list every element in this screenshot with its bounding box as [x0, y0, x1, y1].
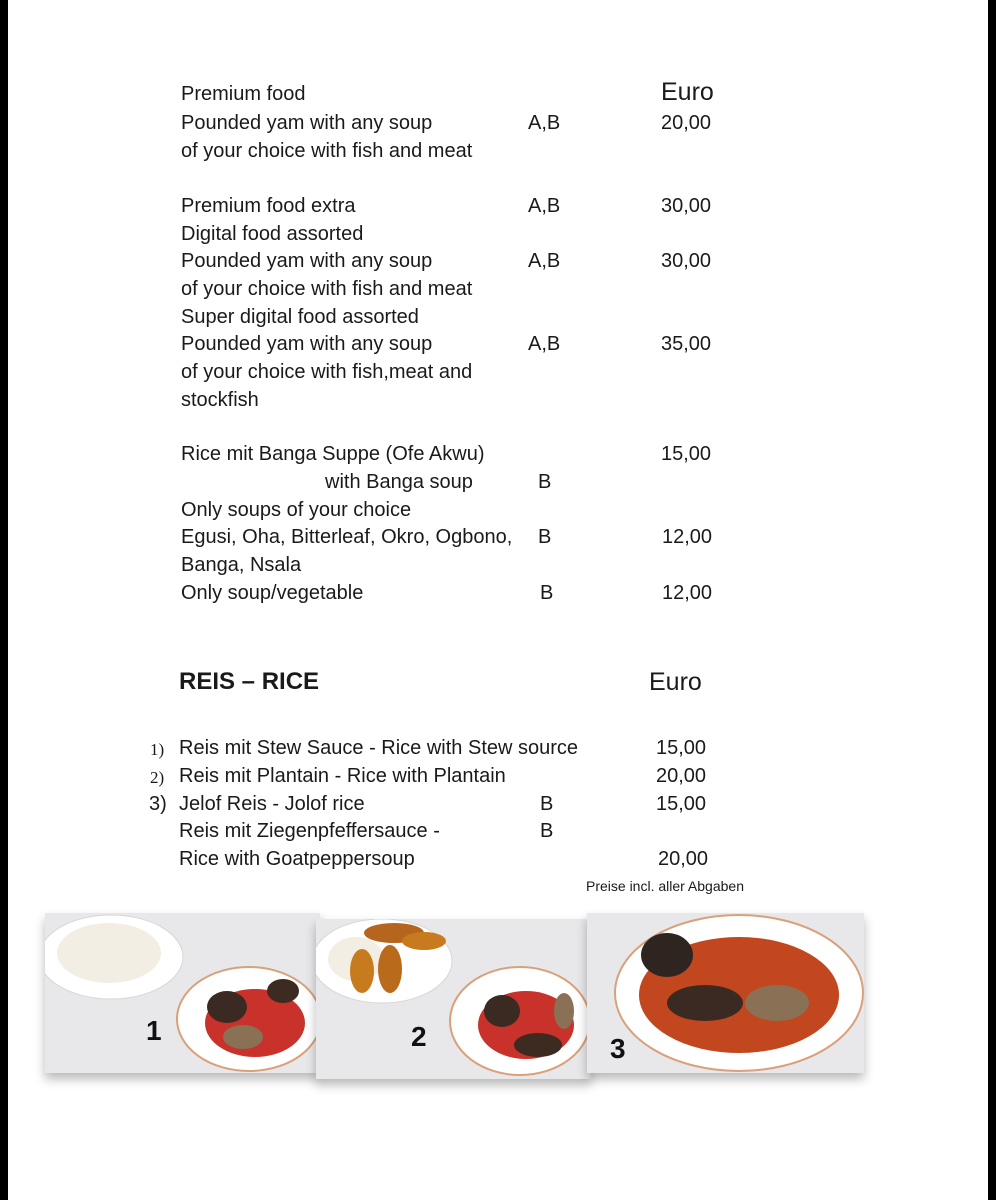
soups-list-line1: Egusi, Oha, Bitterleaf, Okro, Ogbono,	[181, 526, 513, 548]
goat-rice-price: 20,00	[658, 848, 709, 870]
photo-label-1: 1	[146, 1015, 162, 1046]
veg-title: Only soup/vegetable	[181, 582, 364, 604]
rice-item-3-allergens: B	[540, 793, 554, 815]
veg-price: 12,00	[662, 582, 713, 604]
digital-food-line2: of your choice with fish and meat	[181, 278, 473, 300]
super-digital-line1: Pounded yam with any soup	[181, 333, 433, 355]
rice-item-1-name: Reis mit Stew Sauce - Rice with Stew source	[179, 737, 579, 759]
premium-line1: Pounded yam with any soup	[181, 112, 433, 134]
soups-allergens: B	[538, 526, 552, 548]
premium-title: Premium food	[181, 83, 306, 105]
rice-item-3-number: 3)	[149, 793, 167, 815]
super-digital-title: Super digital food assorted	[181, 306, 419, 328]
photo-label-3: 3	[610, 1033, 626, 1064]
food-photo-1	[45, 913, 320, 1073]
digital-food-price: 30,00	[661, 250, 712, 272]
menu-page	[8, 0, 988, 1200]
plantain-slice	[350, 949, 374, 993]
rice-item-3-price: 15,00	[656, 793, 707, 815]
rice-item-1-number: 1)	[150, 740, 165, 759]
digital-food-allergens: A,B	[528, 250, 561, 272]
rice-item-1-price: 15,00	[656, 737, 707, 759]
meat-piece	[267, 979, 299, 1003]
goat-rice-allergens: B	[540, 820, 554, 842]
digital-food-title: Digital food assorted	[181, 223, 364, 245]
banga-allergens: B	[538, 471, 552, 493]
rice-item-2-price: 20,00	[656, 765, 707, 787]
premium-extra-price: 30,00	[661, 195, 712, 217]
meat-piece	[207, 991, 247, 1023]
super-digital-line2: of your choice with fish,meat and	[181, 361, 473, 383]
banga-price: 15,00	[661, 443, 712, 465]
plantain-slice	[402, 932, 446, 950]
soups-price: 12,00	[662, 526, 713, 548]
rice-currency-header: Euro	[649, 668, 702, 696]
premium-price: 20,00	[661, 112, 712, 134]
meat-piece	[667, 985, 743, 1021]
meat-piece	[484, 995, 520, 1027]
goat-rice-line1: Reis mit Ziegenpfeffersauce -	[179, 820, 440, 842]
price-footnote: Preise incl. aller Abgaben	[586, 878, 744, 894]
super-digital-allergens: A,B	[528, 333, 561, 355]
fish-piece	[554, 993, 574, 1029]
super-digital-line3: stockfish	[181, 389, 259, 411]
white-rice	[57, 923, 161, 983]
food-photo-2	[316, 919, 591, 1079]
super-digital-price: 35,00	[661, 333, 712, 355]
plantain-slice	[378, 945, 402, 993]
digital-food-line1: Pounded yam with any soup	[181, 250, 433, 272]
banga-title: Rice mit Banga Suppe (Ofe Akwu)	[181, 443, 485, 465]
fish-piece	[745, 985, 809, 1021]
food-photo-3	[587, 913, 864, 1073]
meat-piece	[514, 1033, 562, 1057]
photo-3-illustration	[587, 913, 864, 1073]
premium-line2: of your choice with fish and meat	[181, 140, 473, 162]
meat-piece	[641, 933, 693, 977]
photo-2-illustration	[316, 919, 591, 1079]
premium-allergens: A,B	[528, 112, 561, 134]
rice-item-2-name: Reis mit Plantain - Rice with Plantain	[179, 765, 506, 787]
fish-piece	[223, 1025, 263, 1049]
banga-sub: with Banga soup	[325, 471, 473, 493]
premium-extra-title: Premium food extra	[181, 195, 356, 217]
soups-list-line2: Banga, Nsala	[181, 554, 302, 576]
veg-allergens: B	[540, 582, 554, 604]
currency-header: Euro	[661, 78, 714, 106]
premium-extra-allergens: A,B	[528, 195, 561, 217]
photo-label-2: 2	[411, 1021, 427, 1052]
goat-rice-line2: Rice with Goatpeppersoup	[179, 848, 415, 870]
photo-1-illustration	[45, 913, 320, 1073]
only-soups-title: Only soups of your choice	[181, 499, 412, 521]
rice-item-3-name: Jelof Reis - Jolof rice	[179, 793, 365, 815]
rice-item-2-number: 2)	[150, 768, 165, 787]
rice-heading: REIS – RICE	[179, 668, 320, 695]
